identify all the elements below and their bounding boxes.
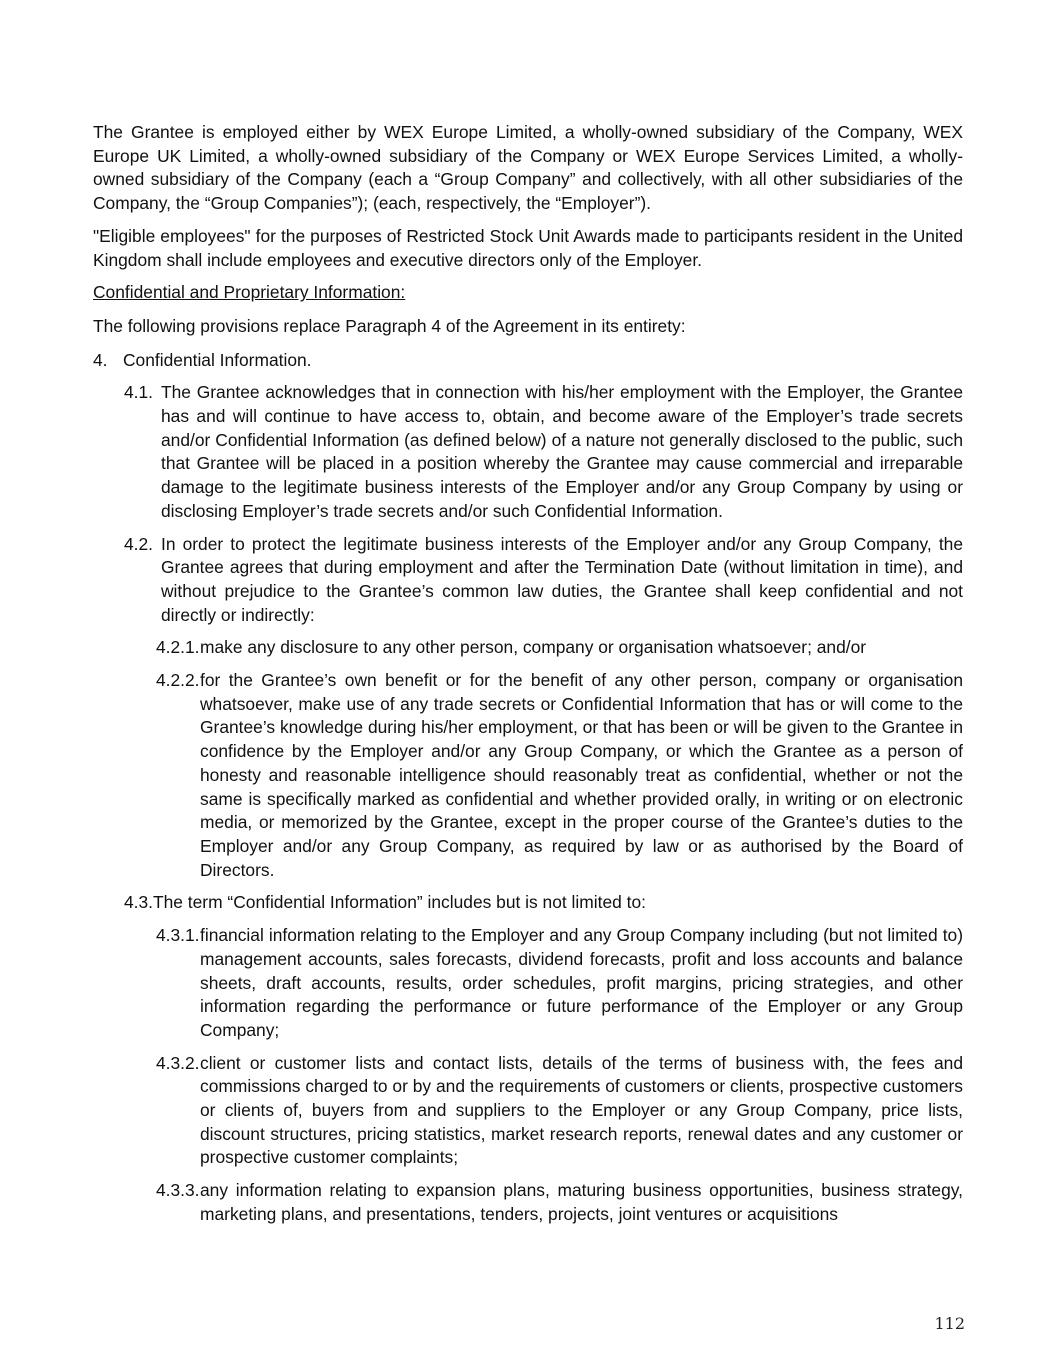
paragraph-employer: The Grantee is employed either by WEX Europe Limited, a wholly-owned subsidiary of the Company, WEX Europe UK Limited, a wholly-owned subsidiary of the Company or WEX Europe Services Limited, a wholly-owned subsidiary of the Company (each a “Group Company” and collectively, with all other subsidiaries of the Company, the “Group Companies”); (each, respectively, the “Employer”). xyxy=(93,122,963,214)
clause-4-3-2 xyxy=(156,1052,963,1171)
clause-number: 4.2.1. xyxy=(156,637,200,658)
clause-4-1 xyxy=(124,381,963,523)
clause-4-2-2 xyxy=(156,669,963,882)
clause-4-3: 4.3.The term “Confidential Information” includes but is not limited to: xyxy=(124,892,646,913)
paragraph-replacement-note: The following provisions replace Paragraph 4 of the Agreement in its entirety: xyxy=(93,315,686,336)
clause-text: for the Grantee’s own benefit or for the benefit of any other person, company or organisation whatsoever, make use of any trade secrets or Confidential Information that has or will come to the Grantee’s knowledge during his/her employment, or that has been or will be given to the Grantee in confidence by the Employer and/or any Group Company, or which the Grantee as a person of honesty and reasonable intelligence should reasonably treat as confidential, whether or not the same is specifically marked as confidential and whether provided orally, in writing or on electronic media, or memorized by the Grantee, except in the proper course of the Grantee’s duties to the Employer and/or any Group Company, as required by law or as authorised by the Board of Directors. xyxy=(200,670,963,880)
clause-number: 4. xyxy=(93,349,108,370)
clause-4-3-1 xyxy=(156,924,963,1043)
clause-4 xyxy=(93,349,963,373)
clause-4-3-3 xyxy=(156,1179,963,1226)
clause-4-2 xyxy=(124,533,963,628)
paragraph-eligible-employees: "Eligible employees" for the purposes of Restricted Stock Unit Awards made to participants resident in the United Kingdom shall include employees and executive directors only of the Employer. xyxy=(93,225,963,270)
clause-text: The Grantee acknowledges that in connection with his/her employment with the Employer, the Grantee has and will continue to have access to, obtain, and become aware of the Employer’s trade secrets and/or Confidential Information (as defined below) of a nature not generally disclosed to the public, such that Grantee will be placed in a position whereby the Grantee may cause commercial and irreparable damage to the legitimate business interests of the Employer and/or any Group Company by using or disclosing Employer’s trade secrets and/or such Confidential Information. xyxy=(161,382,963,521)
clause-number: 4.1. xyxy=(124,382,154,403)
document-body xyxy=(93,121,963,1236)
clause-number: 4.2.2. xyxy=(156,670,200,691)
clause-text: any information relating to expansion plans, maturing business opportunities, business strategy, marketing plans, and presentations, tenders, projects, joint ventures or acquisitions xyxy=(200,1180,963,1224)
clause-4-2-1 xyxy=(156,636,963,660)
clause-number: 4.2. xyxy=(124,533,154,554)
page-number: 112 xyxy=(934,1314,965,1333)
section-heading-confidential: Confidential and Proprietary Information: xyxy=(93,282,406,303)
clause-title: Confidential Information. xyxy=(123,349,312,370)
clause-text: client or customer lists and contact lists, details of the terms of business with, the fees and commissions charged to or by and the requirements of customers or clients, prospective customers or clients of, buyers from and suppliers to the Employer or any Group Company, price lists, discount structures, pricing statistics, market research reports, renewal dates and any customer or prospective customer complaints; xyxy=(200,1052,963,1168)
clause-text: make any disclosure to any other person, company or organisation whatsoever; and/or xyxy=(200,637,867,658)
clause-number: 4.3.3. xyxy=(156,1180,200,1201)
clause-number: 4.3.1. xyxy=(156,925,200,946)
clause-text: financial information relating to the Employer and any Group Company including (but not limited to) management accounts, sales forecasts, dividend forecasts, profit and loss accounts and balance sheets, draft accounts, results, order schedules, profit margins, pricing strategies, and other information regarding the performance or future performance of the Employer or any Group Company; xyxy=(200,925,963,1040)
clause-text: In order to protect the legitimate business interests of the Employer and/or any Group Company, the Grantee agrees that during employment and after the Termination Date (without limitation in time), and without prejudice to the Grantee’s common law duties, the Grantee shall keep confidential and not directly or indirectly: xyxy=(161,533,963,625)
clause-number: 4.3.2. xyxy=(156,1052,200,1073)
